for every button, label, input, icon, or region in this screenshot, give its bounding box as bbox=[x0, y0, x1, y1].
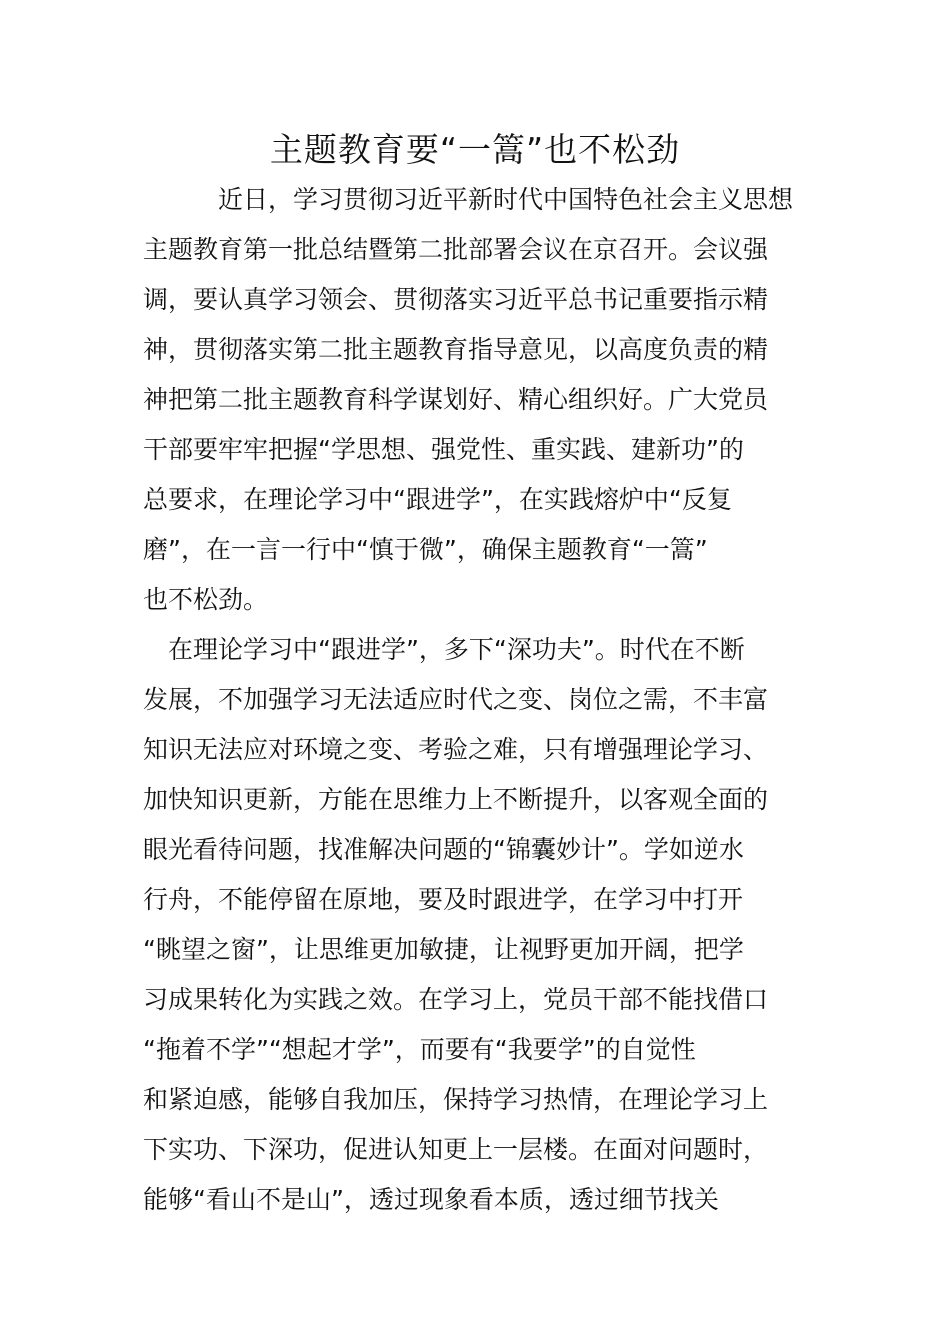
paragraph-line: 总要求，在理论学习中“跟进学”，在实践熔炉中“反复 bbox=[143, 485, 732, 514]
paragraph-line: 下实功、下深功，促进认知更上一层楼。在面对问题时， bbox=[143, 1135, 769, 1164]
paragraph-line: 和紧迫感，能够自我加压，保持学习热情，在理论学习上 bbox=[143, 1085, 769, 1114]
paragraph-line: 近日，学习贯彻习近平新时代中国特色社会主义思想 bbox=[218, 185, 794, 214]
paragraph-line: 发展，不加强学习无法适应时代之变、岗位之需，不丰富 bbox=[143, 685, 769, 714]
paragraph-line: “拖着不学”“想起才学”，而要有“我要学”的自觉性 bbox=[143, 1035, 696, 1064]
paragraph-line: 习成果转化为实践之效。在学习上，党员干部不能找借口 bbox=[143, 985, 769, 1014]
paragraph-line: “眺望之窗”，让思维更加敏捷，让视野更加开阔，把学 bbox=[143, 935, 744, 964]
paragraph-line: 在理论学习中“跟进学”，多下“深功夫”。时代在不断 bbox=[168, 635, 745, 664]
paragraph-line: 行舟，不能停留在原地，要及时跟进学，在学习中打开 bbox=[143, 885, 744, 914]
paragraph-line: 眼光看待问题，找准解决问题的“锦囊妙计”。学如逆水 bbox=[143, 835, 744, 864]
paragraph-line: 神，贯彻落实第二批主题教育指导意见，以高度负责的精 bbox=[143, 335, 769, 364]
paragraph-line: 知识无法应对环境之变、考验之难，只有增强理论学习、 bbox=[143, 735, 769, 764]
paragraph-line: 干部要牢牢把握“学思想、强党性、重实践、建新功”的 bbox=[143, 435, 744, 464]
paragraph-line: 能够“看山不是山”，透过现象看本质，透过细节找关 bbox=[143, 1185, 719, 1214]
document-title: 主题教育要“一篙”也不松劲 bbox=[269, 130, 681, 169]
paragraph-line: 加快知识更新，方能在思维力上不断提升，以客观全面的 bbox=[143, 785, 769, 814]
paragraph-line: 神把第二批主题教育科学谋划好、精心组织好。广大党员 bbox=[143, 385, 769, 414]
paragraph-line: 也不松劲。 bbox=[143, 585, 269, 614]
paragraph-line: 主题教育第一批总结暨第二批部署会议在京召开。会议强 bbox=[143, 235, 769, 264]
paragraph-line: 磨”，在一言一行中“慎于微”，确保主题教育“一篙” bbox=[143, 535, 708, 564]
paragraph-line: 调，要认真学习领会、贯彻落实习近平总书记重要指示精 bbox=[143, 285, 769, 314]
